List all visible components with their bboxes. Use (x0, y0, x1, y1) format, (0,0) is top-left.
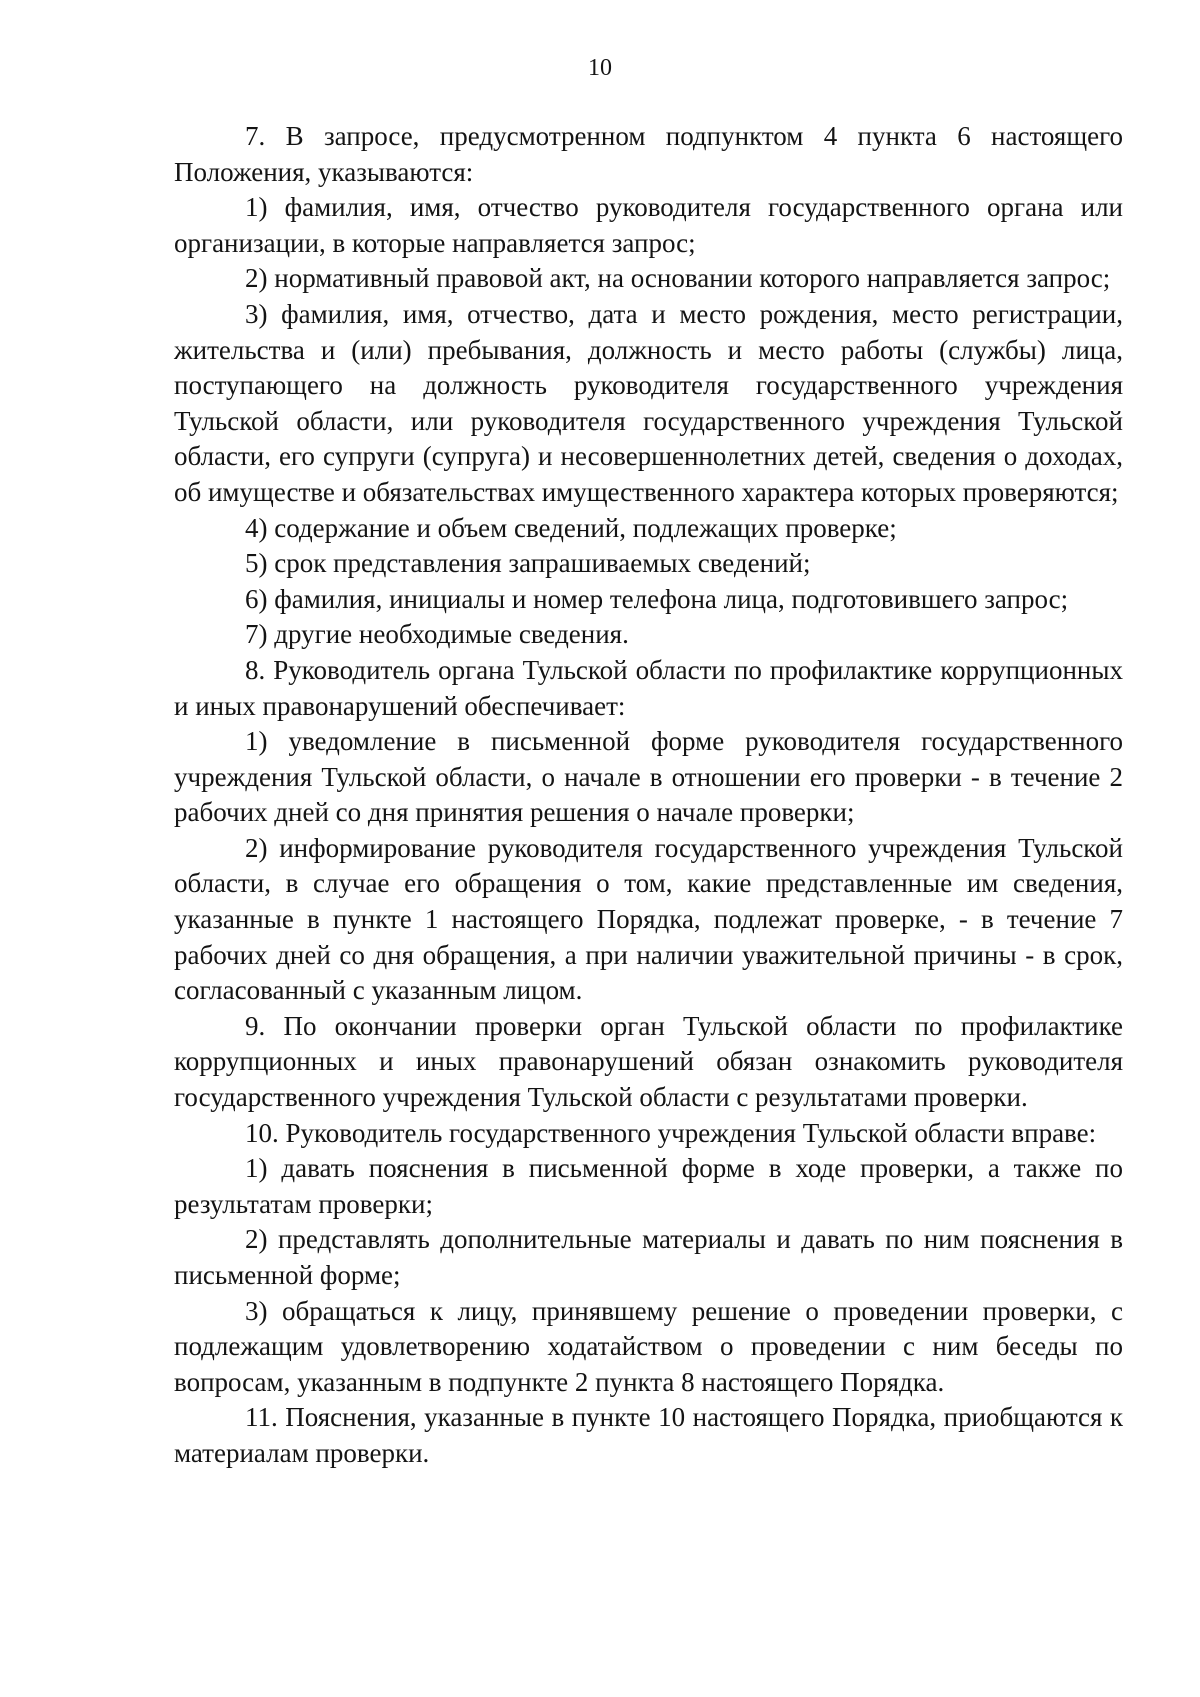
paragraph-7-item-5: 5) срок представления запрашиваемых сведений; (245, 548, 811, 579)
paragraph-7-item-7: 7) другие необходимые сведения. (245, 619, 629, 650)
paragraph-10-item-3: 3) обращаться к лицу, принявшему решение о проведении проверки, с подлежащим удовлетворению ходатайством о проведении с ним беседы по вопросам, указанным в подпункте 2 пункта 8 настоящего Порядка. (174, 1295, 1123, 1397)
paragraph-8-intro: 8. Руководитель органа Тульской области по профилактике коррупционных и иных правонарушений обеспечивает: (174, 654, 1123, 721)
document-body (174, 119, 1123, 1472)
paragraph-7-intro: 7. В запросе, предусмотренном подпунктом 4 пункта 6 настоящего Положения, указываются: (174, 121, 1123, 187)
paragraph-11: 11. Пояснения, указанные в пункте 10 настоящего Порядка, приобщаются к материалам проверки. (174, 1402, 1123, 1468)
paragraph-8-item-1: 1) уведомление в письменной форме руководителя государственного учреждения Тульской области, о начале в отношении его проверки - в течение 2 рабочих дней со дня принятия решения о начале проверки; (174, 726, 1123, 828)
paragraph-7-item-6: 6) фамилия, инициалы и номер телефона лица, подготовившего запрос; (245, 583, 1069, 614)
paragraph-10-item-2: 2) представлять дополнительные материалы и давать по ним пояснения в письменной форме; (174, 1224, 1123, 1290)
page-number: 10 (588, 55, 612, 81)
paragraph-8-item-2: 2) информирование руководителя государственного учреждения Тульской области, в случае его обращения о том, какие представленные им сведения, указанные в пункте 1 настоящего Порядка, подлежат проверке, - в течение 7 рабочих дней со дня обращения, а при наличии уважительной причины - в срок, согласованный с указанным лицом. (174, 832, 1123, 1006)
paragraph-7-item-2: 2) нормативный правовой акт, на основании которого направляется запрос; (245, 263, 1111, 294)
paragraph-9: 9. По окончании проверки орган Тульской области по профилактике коррупционных и иных правонарушений обязан ознакомить руководителя государственного учреждения Тульской области с результатами проверки. (174, 1010, 1123, 1113)
paragraph-10-item-1: 1) давать пояснения в письменной форме в ходе проверки, а также по результатам проверки; (174, 1153, 1123, 1219)
paragraph-7-item-4: 4) содержание и объем сведений, подлежащих проверке; (245, 512, 897, 543)
paragraph-7-item-3: 3) фамилия, имя, отчество, дата и место рождения, место регистрации, жительства и (или) пребывания, должность и место работы (службы) лица, поступающего на должность руководителя государственного учреждения Тульской области, или руководителя государственного учреждения Тульской области, его супруги (супруга) и несовершеннолетних детей, сведения о доходах, об имуществе и обязательствах имущественного характера которых проверяются; (174, 298, 1123, 507)
paragraph-7-item-1: 1) фамилия, имя, отчество руководителя государственного органа или организации, в которые направляется запрос; (174, 192, 1123, 258)
paragraph-10-intro: 10. Руководитель государственного учреждения Тульской области вправе: (245, 1117, 1097, 1148)
